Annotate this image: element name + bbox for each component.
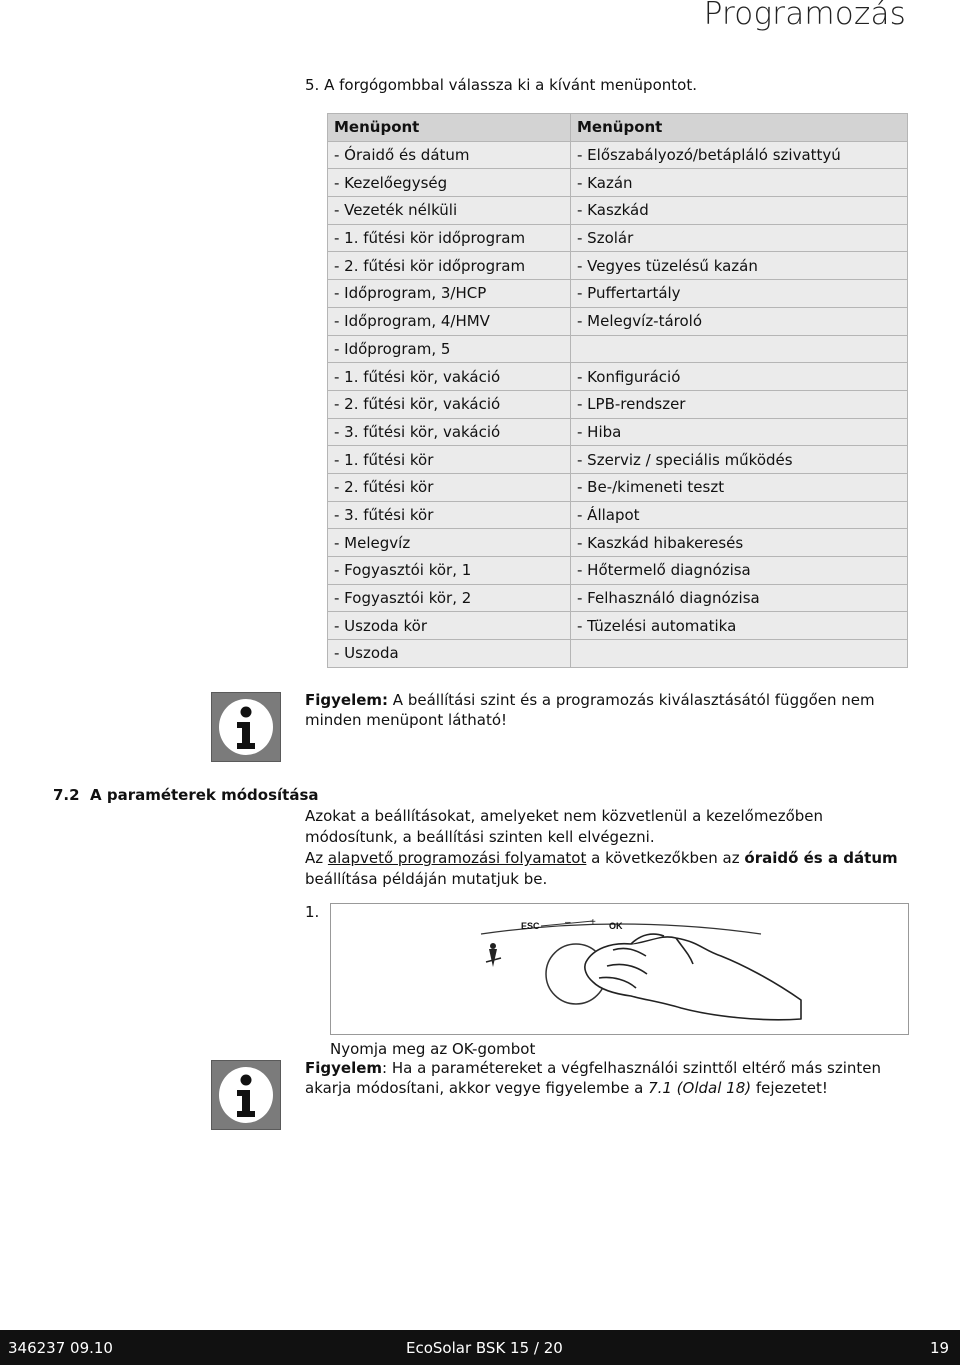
menu-cell-left: - 3. fűtési kör, vakáció <box>328 418 571 446</box>
menu-cell-right: - Puffertartály <box>571 280 908 308</box>
table-row <box>328 640 908 668</box>
para2-text-a: Az <box>305 849 328 867</box>
note-text: A beállítási szint és a programozás kiválasztásától függően nem minden menüpont látható! <box>305 691 875 729</box>
menu-cell-right: - Hőtermelő diagnózisa <box>571 557 908 585</box>
note-label: Figyelem: <box>305 691 389 709</box>
menu-cell-right: - Kaszkád hibakeresés <box>571 529 908 557</box>
menu-cell-right: - Kazán <box>571 169 908 197</box>
table-row <box>328 169 908 197</box>
note-attention-2 <box>305 1058 915 1098</box>
ok-button-label: OK <box>609 921 623 931</box>
table-row <box>328 335 908 363</box>
intro-step: 5. A forgógombbal válassza ki a kívánt menüpontot. <box>305 76 697 94</box>
menu-cell-left: - 1. fűtési kör időprogram <box>328 224 571 252</box>
menu-cell-left: - 3. fűtési kör <box>328 501 571 529</box>
menu-cell-left: - Időprogram, 4/HMV <box>328 307 571 335</box>
menu-cell-left: - Időprogram, 3/HCP <box>328 280 571 308</box>
step-number: 1. <box>305 903 320 921</box>
info-icon <box>211 1060 281 1130</box>
plus-label: + <box>590 917 596 928</box>
para2-text-c: beállítása példáján mutatjuk be. <box>305 870 548 888</box>
table-row <box>328 197 908 225</box>
control-panel-illustration <box>330 903 909 1035</box>
note-attention <box>305 690 915 730</box>
menu-cell-left: - Kezelőegység <box>328 169 571 197</box>
table-row <box>328 280 908 308</box>
page-footer <box>0 1330 960 1365</box>
section-number: 7.2 <box>53 786 80 804</box>
menu-cell-left: - Uszoda kör <box>328 612 571 640</box>
menu-table-body <box>328 141 908 667</box>
section-body <box>305 806 915 890</box>
chimney-sweep-icon <box>486 943 501 967</box>
table-row <box>328 363 908 391</box>
menu-cell-right: - Kaszkád <box>571 197 908 225</box>
menu-cell-left: - Vezeték nélküli <box>328 197 571 225</box>
menu-cell-right: - Állapot <box>571 501 908 529</box>
menu-cell-right <box>571 335 908 363</box>
section-paragraph-2 <box>305 848 915 890</box>
menu-cell-right: - Szerviz / speciális működés <box>571 446 908 474</box>
menu-cell-right: - Vegyes tüzelésű kazán <box>571 252 908 280</box>
chapter-reference: 7.1 (Oldal 18) <box>648 1079 752 1097</box>
para2-text-b: a következőkben az <box>586 849 745 867</box>
table-row <box>328 612 908 640</box>
table-row <box>328 473 908 501</box>
menu-cell-left: - 2. fűtési kör <box>328 473 571 501</box>
info-icon <box>211 692 281 762</box>
table-row <box>328 418 908 446</box>
menu-cell-left: - 1. fűtési kör <box>328 446 571 474</box>
menu-cell-left: - 2. fűtési kör időprogram <box>328 252 571 280</box>
menu-cell-right: - Hiba <box>571 418 908 446</box>
esc-button-label: ESC <box>521 921 540 931</box>
menu-cell-right: - Konfiguráció <box>571 363 908 391</box>
table-row <box>328 529 908 557</box>
footer-doc-number: 346237 09.10 <box>8 1339 113 1357</box>
table-row <box>328 557 908 585</box>
menu-header-right: Menüpont <box>571 114 908 142</box>
page-header-title: Programozás <box>703 0 906 32</box>
menu-cell-right: - Tüzelési automatika <box>571 612 908 640</box>
menu-cell-right <box>571 640 908 668</box>
menu-cell-right: - Szolár <box>571 224 908 252</box>
menu-table-header-row <box>328 114 908 142</box>
menu-cell-right: - Előszabályozó/betápláló szivattyú <box>571 141 908 169</box>
menu-cell-right: - Felhasználó diagnózisa <box>571 584 908 612</box>
menu-cell-left: - Fogyasztói kör, 2 <box>328 584 571 612</box>
table-row <box>328 390 908 418</box>
menu-cell-left: - 1. fűtési kör, vakáció <box>328 363 571 391</box>
para2-bold: óraidő és a dátum <box>744 849 898 867</box>
note2-text-b: fejezetet! <box>751 1079 828 1097</box>
menu-header-left: Menüpont <box>328 114 571 142</box>
section-paragraph-1: Azokat a beállításokat, amelyeket nem közvetlenül a kezelőmezőben módosítunk, a beállítási szinten kell elvégezni. <box>305 807 823 846</box>
menu-cell-left: - Időprogram, 5 <box>328 335 571 363</box>
menu-cell-right: - Melegvíz-tároló <box>571 307 908 335</box>
minus-label: – <box>565 917 571 928</box>
note2-label: Figyelem <box>305 1059 383 1077</box>
programming-process-link: alapvető programozási folyamatot <box>327 849 587 867</box>
step-caption: Nyomja meg az OK-gombot <box>330 1040 536 1058</box>
section-title: A paraméterek módosítása <box>90 786 319 804</box>
footer-product-name: EcoSolar BSK 15 / 20 <box>406 1339 563 1357</box>
menu-cell-left: - Melegvíz <box>328 529 571 557</box>
menu-table <box>327 113 908 668</box>
table-row <box>328 501 908 529</box>
menu-cell-left: - Uszoda <box>328 640 571 668</box>
table-row <box>328 307 908 335</box>
table-row <box>328 224 908 252</box>
footer-page-number: 19 <box>930 1339 950 1357</box>
table-row <box>328 252 908 280</box>
table-row <box>328 446 908 474</box>
hand-illustration <box>585 934 801 1020</box>
menu-cell-left: - Fogyasztói kör, 1 <box>328 557 571 585</box>
table-row <box>328 141 908 169</box>
menu-cell-right: - LPB-rendszer <box>571 390 908 418</box>
menu-cell-right: - Be-/kimeneti teszt <box>571 473 908 501</box>
menu-cell-left: - Óraidő és dátum <box>328 141 571 169</box>
table-row <box>328 584 908 612</box>
menu-cell-left: - 2. fűtési kör, vakáció <box>328 390 571 418</box>
note2-text-a: : Ha a paramétereket a végfelhasználói szinttől eltérő más szinten akarja módosítani, akkor vegye figyelembe a <box>305 1059 882 1097</box>
